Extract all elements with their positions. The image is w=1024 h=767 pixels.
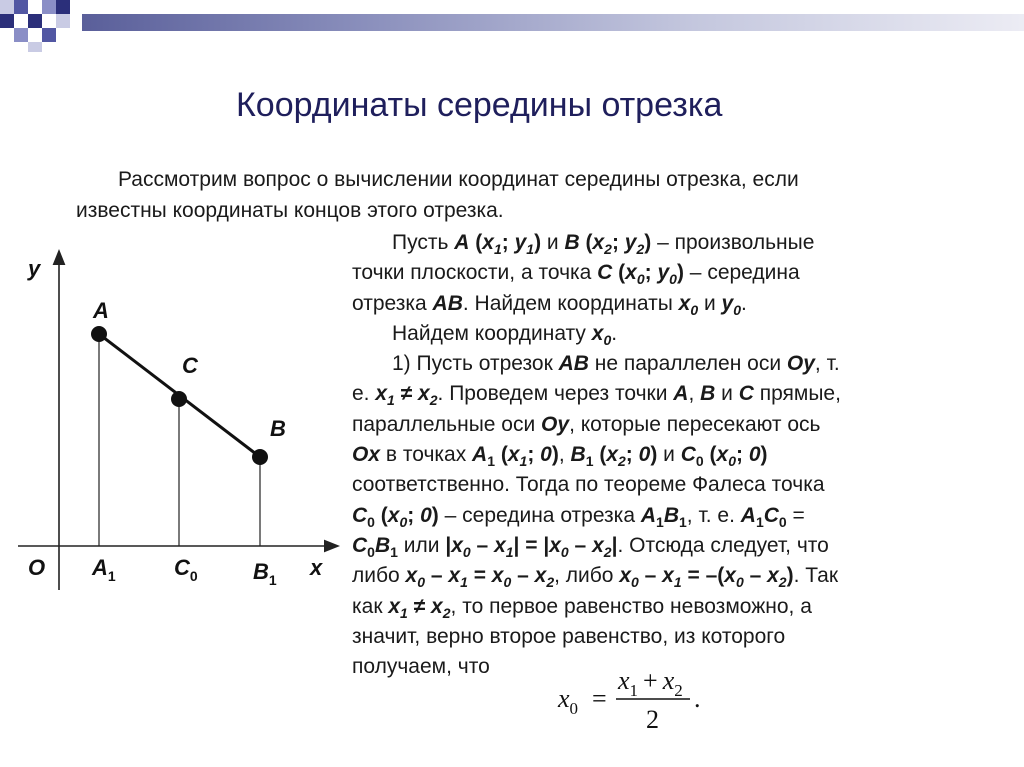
text-line: 1) Пусть отрезок AB не параллелен оси Oy, т.	[392, 352, 840, 376]
text-line: е. $x_1 \ne x_2$. Проведем через точки A, B и C прямые,	[352, 382, 841, 409]
header-gradient-band	[82, 14, 1024, 31]
formula-lhs: $x_0$	[558, 684, 579, 718]
formula-denominator: 2	[646, 705, 659, 734]
text-line: Найдем координату $x_0$.	[392, 321, 618, 348]
pixel-square	[28, 42, 42, 52]
pixel-square	[42, 28, 56, 42]
label-b1: $B_1$	[253, 559, 277, 588]
label-a1: $A_1$	[92, 555, 116, 584]
midpoint-formula	[548, 662, 718, 742]
text-line: $C_0B_1$ или $|x_0 - x_1| = |x_0 - x_2|$. Отсюда следует, что	[352, 533, 829, 560]
label-c0: $C_0$	[174, 555, 198, 584]
label-x-axis: x	[310, 555, 323, 580]
segment-midpoint-diagram	[0, 240, 350, 600]
header-decoration	[0, 0, 1024, 52]
label-origin: O	[28, 555, 46, 580]
pixel-square	[28, 14, 42, 28]
text-line: $C_0$ ($x_0$; 0) – середина отрезка $A_1B_1$, т. е. $A_1C_0$ =	[352, 503, 805, 530]
pixel-square	[14, 0, 28, 14]
text-line: соответственно. Тогда по теореме Фалеса точка	[352, 473, 825, 497]
label-point-b: B	[270, 416, 286, 441]
proof-paragraph	[352, 228, 1012, 682]
formula-numerator: $x_1 + x_2$	[618, 666, 683, 700]
formula-equals: =	[592, 684, 607, 713]
text-line: параллельные оси Oy, которые пересекают ось	[352, 412, 821, 436]
pixel-square	[42, 0, 56, 14]
pixel-square	[0, 0, 14, 14]
text-line: точки плоскости, а точка C ($x_0$; $y_0$) – середина	[352, 261, 800, 288]
pixel-square	[14, 28, 28, 42]
pixel-square	[56, 0, 70, 14]
intro-line-2: известны координаты концов этого отрезка.	[76, 199, 504, 222]
text-line: либо $x_0 - x_1 = x_0 - x_2$, либо $x_0 - x_1 = -(x_0 - x_2)$. Так	[352, 564, 839, 591]
text-line: получаем, что	[352, 655, 490, 679]
intro-line-1: Рассмотрим вопрос о вычислении координат середины отрезка, если	[118, 168, 799, 191]
text-line: Пусть A ($x_1$; $y_1$) и B ($x_2$; $y_2$) – произвольные	[392, 231, 815, 257]
slide-title: Координаты середины отрезка	[236, 86, 723, 124]
formula-period: .	[694, 684, 701, 713]
text-line: Ox в точках $A_1$ ($x_1$; 0), $B_1$ ($x_2$; 0) и $C_0$ ($x_0$; 0)	[352, 443, 768, 470]
text-line: как $x_1 \ne x_2$, то первое равенство невозможно, а	[352, 594, 812, 621]
text-line: значит, верно второе равенство, из которого	[352, 624, 786, 648]
point-c	[171, 391, 187, 407]
point-b	[252, 449, 268, 465]
label-point-c: C	[182, 353, 198, 378]
pixel-square	[0, 14, 14, 28]
label-y-axis: y	[28, 256, 41, 281]
point-a	[91, 326, 107, 342]
pixel-square	[56, 14, 70, 28]
text-line: отрезка AB. Найдем координаты $x_0$ и $y_0$.	[352, 291, 747, 318]
label-point-a: A	[93, 298, 109, 323]
